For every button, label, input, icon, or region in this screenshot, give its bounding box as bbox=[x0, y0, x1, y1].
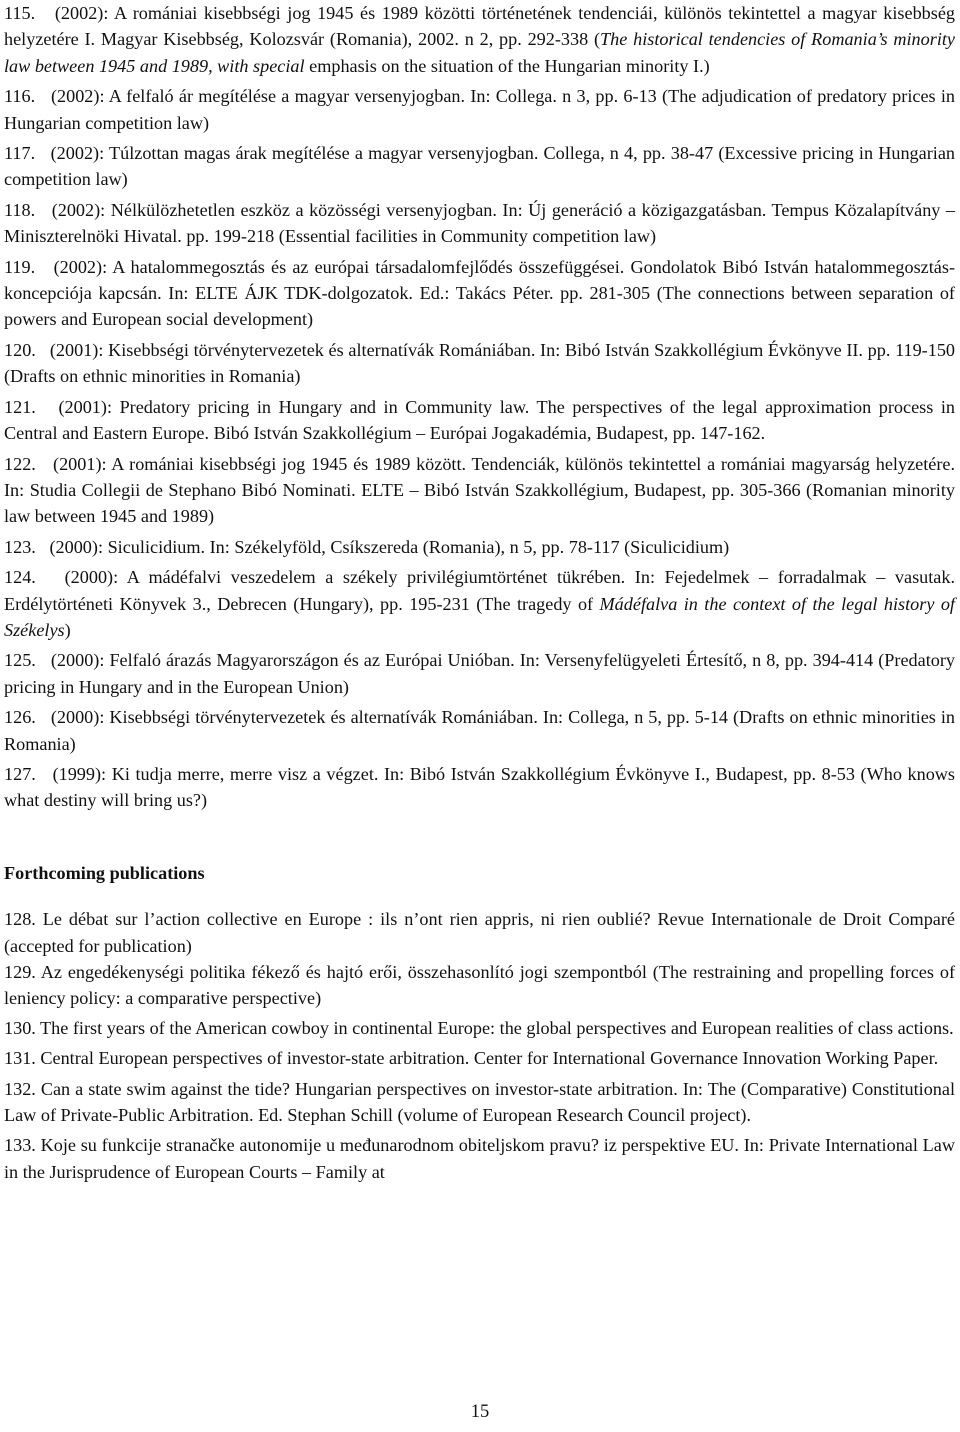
entry-text: Kisebbségi törvénytervezetek és alternatívák Romániában. In: Bibó István Szakkollégium Évkönyve II. pp. 119-150 (Drafts on ethnic minorities in Romania) bbox=[4, 339, 956, 387]
entry-text: Felfaló árazás Magyarországon és az Európai Unióban. In: Versenyfelügyeleti Értesítő, n 8, pp. 394-414 (Predatory pricing in Hungary and in the European Union) bbox=[4, 650, 956, 697]
entry-number: 123. bbox=[4, 536, 36, 557]
entry-year: (2002): bbox=[50, 143, 105, 164]
forthcoming-entry-132 bbox=[4, 1076, 955, 1129]
entry-text: Túlzottan magas árak megítélése a magyar versenyjogban. Collega, n 4, pp. 38-47 (Excessive pricing in Hungarian competition law) bbox=[4, 143, 955, 190]
publication-entry-127 bbox=[4, 761, 955, 814]
entry-text: A romániai kisebbségi jog 1945 és 1989 közötti történetének tendenciái, különös tekintettel a magyar kisebbség helyzetére I. Magyar Kisebbség, Kolozsvár (Romania), 2002. n 2, pp. 292-338 ( bbox=[4, 3, 956, 50]
forthcoming-heading: Forthcoming publications bbox=[4, 862, 205, 883]
publication-entry-123 bbox=[4, 534, 955, 560]
entry-text: A hatalommegosztás és az európai társadalomfejlődés összefüggései. Gondolatok Bibó István hatalommegosztás-koncepciója kapcsán. In: ELTE ÁJK TDK-dolgozatok. Ed.: Takács Péter. pp. 281-305 (The connections between separation of powers and European social development) bbox=[4, 256, 955, 330]
publication-entry-120 bbox=[4, 337, 955, 390]
publication-entry-115 bbox=[4, 0, 955, 79]
entry-text: The first years of the American cowboy in continental Europe: the global perspectives and European realities of class actions. bbox=[40, 1017, 954, 1038]
entry-number: 131. bbox=[4, 1048, 36, 1069]
entry-number: 128. bbox=[4, 909, 36, 930]
publication-entry-124 bbox=[4, 564, 955, 643]
entry-number: 127. bbox=[4, 763, 36, 784]
entry-text: Nélkülözhetetlen eszköz a közösségi versenyjogban. In: Új generáció a közigazgatásban. Tempus Közalapítvány – Miniszterelnöki Hivatal. pp. 199-218 (Essential facilities in Community competition law) bbox=[4, 199, 956, 247]
entry-text: Can a state swim against the tide? Hungarian perspectives on investor-state arbitration. In: The (Comparative) Constitutional Law of Private-Public Arbitration. Ed. Stephan Schill (volume of European Research Council project). bbox=[4, 1078, 956, 1126]
entry-text: Predatory pricing in Hungary and in Community law. The perspectives of the legal approximation process in Central and Eastern Europe. Bibó István Szakkollégium – Európai Jogakadémia, Budapest, pp. 147-162. bbox=[4, 396, 956, 444]
entry-number: 124. bbox=[4, 567, 36, 588]
entry-text: Siculicidium. In: Székelyföld, Csíkszereda (Romania), n 5, pp. 78-117 (Siculicidium) bbox=[107, 536, 730, 557]
entry-number: 121. bbox=[4, 396, 36, 417]
entry-year: (2002): bbox=[53, 256, 108, 277]
entry-year: (2002): bbox=[51, 199, 106, 220]
entry-number: 118. bbox=[4, 199, 36, 220]
entry-number: 125. bbox=[4, 650, 36, 671]
entry-text: A felfaló ár megítélése a magyar versenyjogban. In: Collega. n 3, pp. 6-13 (The adjudication of predatory prices in Hungarian competition law) bbox=[4, 86, 956, 133]
publication-entry-125 bbox=[4, 647, 955, 700]
publication-entry-117 bbox=[4, 140, 955, 193]
entry-text: Ki tudja merre, merre visz a végzet. In: Bibó István Szakkollégium Évkönyve I., Budapest, pp. 8-53 (Who knows what destiny will bring us?) bbox=[4, 763, 955, 811]
entry-number: 129. bbox=[4, 962, 36, 982]
entry-text: A mádéfalvi veszedelem a székely privilégiumtörténet tükrében. In: Fejedelmek – forradalmak – vasutak. Erdélytörténeti Könyvek 3., Debrecen (Hungary), pp. 195-231 (The tragedy of bbox=[4, 567, 956, 614]
publication-entry-119 bbox=[4, 254, 955, 333]
entry-year: (2000): bbox=[50, 650, 105, 671]
publication-entry-126 bbox=[4, 704, 955, 757]
entry-text: Az engedékenységi politika fékező és hajtó erői, összehasonlító jogi szempontból (The restraining and propelling forces of leniency policy: a comparative perspective) bbox=[4, 962, 956, 1009]
document-page bbox=[4, 0, 955, 1185]
entry-text: A romániai kisebbségi jog 1945 és 1989 között. Tendenciák, különös tekintettel a romániai magyarság helyzetére. In: Studia Collegii de Stephano Bibó Nominati. ELTE – Bibó István Szakkollégium, Budapest, pp. 305-366 (Romanian minority law between 1945 and 1989) bbox=[4, 453, 956, 527]
entry-italic-text: The historical tendencies of Romania’s minority law between 1945 and 1989, with special bbox=[4, 29, 955, 76]
forthcoming-entry-130 bbox=[4, 1015, 955, 1041]
entry-number: 122. bbox=[4, 453, 36, 474]
entry-tail-text: ) bbox=[64, 619, 71, 640]
entry-text: Le débat sur l’action collective en Europe : ils n’ont rien appris, ni rien oublié? Revue Internationale de Droit Comparé (accepted for publication) bbox=[4, 909, 955, 956]
publication-entry-122 bbox=[4, 451, 955, 530]
forthcoming-entry-128 bbox=[4, 906, 955, 959]
entry-number: 115. bbox=[4, 3, 36, 23]
entry-number: 130. bbox=[4, 1017, 36, 1038]
publication-entry-121 bbox=[4, 394, 955, 447]
entry-number: 117. bbox=[4, 143, 36, 164]
entry-year: (1999): bbox=[52, 763, 107, 784]
entry-year: (2001): bbox=[53, 453, 107, 474]
entry-year: (2000): bbox=[49, 536, 104, 557]
forthcoming-entry-131 bbox=[4, 1045, 955, 1071]
page-number: 15 bbox=[470, 1402, 490, 1422]
entry-year: (2000): bbox=[50, 707, 105, 728]
entry-number: 120. bbox=[4, 339, 36, 360]
entry-number: 132. bbox=[4, 1078, 36, 1099]
entry-year: (2002): bbox=[50, 86, 105, 107]
entry-number: 126. bbox=[4, 707, 36, 728]
entry-number: 116. bbox=[4, 86, 36, 107]
entry-text: Central European perspectives of investor-state arbitration. Center for International Governance Innovation Working Paper. bbox=[40, 1048, 939, 1069]
entry-year: (2001): bbox=[58, 396, 113, 417]
entry-tail-text: emphasis on the situation of the Hungarian minority I.) bbox=[304, 55, 710, 76]
publication-entry-118 bbox=[4, 197, 955, 250]
entry-number: 119. bbox=[4, 256, 36, 277]
entry-year: (2000): bbox=[64, 567, 119, 588]
entry-year: (2001): bbox=[49, 339, 104, 360]
forthcoming-entry-133 bbox=[4, 1132, 955, 1185]
entry-number: 133. bbox=[4, 1135, 36, 1156]
entry-text: Koje su funkcije stranačke autonomije u međunarodnom obiteljskom pravu? iz perspektive EU. In: Private International Law in the Jurisprudence of European Courts – Family at bbox=[4, 1135, 955, 1182]
entry-italic-text: Mádéfalva in the context of the legal history of Székelys bbox=[4, 593, 955, 640]
entry-year: (2002): bbox=[54, 3, 109, 23]
entry-text: Kisebbségi törvénytervezetek és alternatívák Romániában. In: Collega, n 5, pp. 5-14 (Drafts on ethnic minorities in Romania) bbox=[4, 707, 956, 754]
publication-entry-116 bbox=[4, 83, 955, 136]
forthcoming-entry-129 bbox=[4, 959, 955, 1012]
